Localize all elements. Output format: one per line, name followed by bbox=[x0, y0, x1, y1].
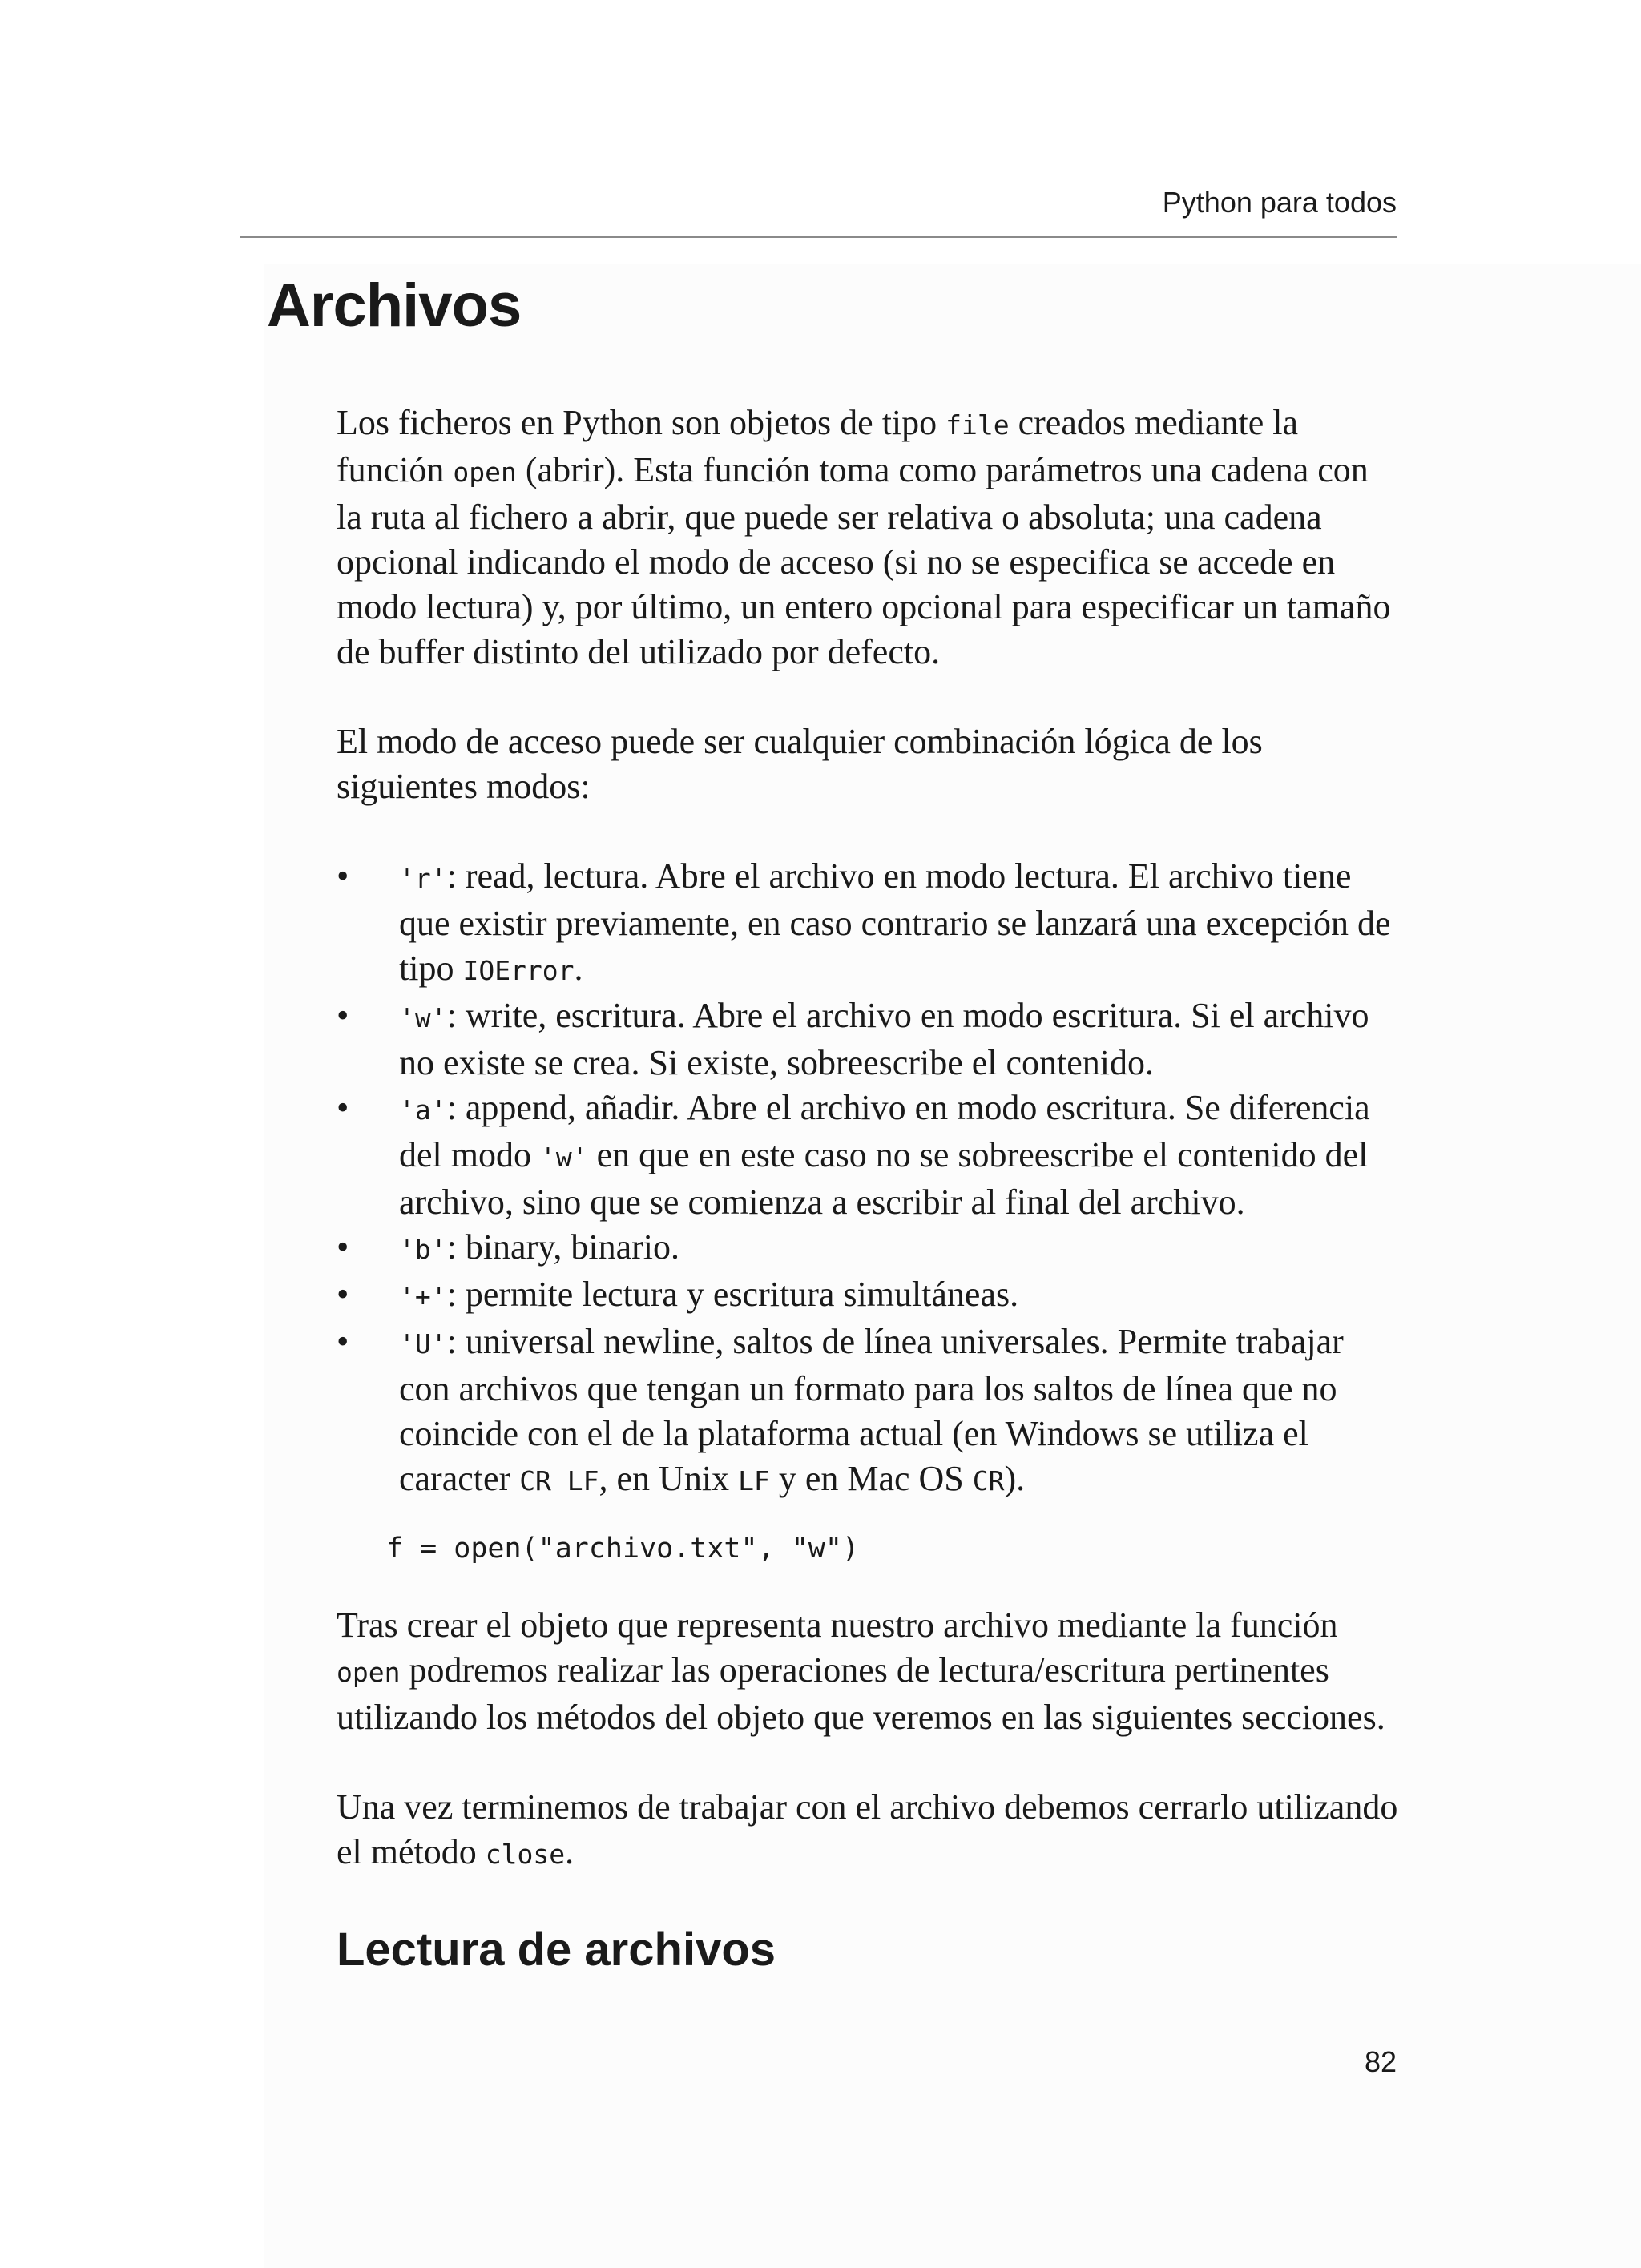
mode-code: 'w' bbox=[399, 1002, 447, 1033]
inline-code: IOError bbox=[462, 955, 575, 986]
text-span: Los ficheros en Python son objetos de tipo bbox=[337, 403, 946, 442]
running-header: Python para todos bbox=[1162, 186, 1397, 219]
inline-code: open bbox=[337, 1657, 401, 1688]
page-number: 82 bbox=[1364, 2045, 1397, 2078]
inline-code: file bbox=[945, 409, 1010, 441]
inline-code: 'w' bbox=[539, 1142, 588, 1173]
list-item-mode-u bbox=[337, 1319, 1402, 1504]
text-span: y en Mac OS bbox=[769, 1459, 973, 1498]
bullet-icon: • bbox=[337, 856, 349, 896]
text-span: : universal newline, saltos de línea universales. Permite trabajar con archivos que tengan un formato para los saltos de línea que no coincide con el de la plataforma actual (en Windows se utiliza el caracter bbox=[399, 1322, 1344, 1498]
mode-code: 'U' bbox=[399, 1328, 447, 1360]
bullet-icon: • bbox=[337, 1227, 349, 1267]
text-span: : append, añadir. Abre el archivo en modo escritura. Se diferencia del modo bbox=[399, 1088, 1370, 1174]
text-span: (abrir). Esta función toma como parámetros una cadena con la ruta al fichero a abrir, que puede ser relativa o absoluta; una cadena opcional indicando el modo de acceso (si no se especifica se accede en modo lectura) y, por último, un entero opcional para especificar un tamaño de buffer distinto del utilizado por defecto. bbox=[337, 450, 1391, 671]
access-mode-list bbox=[337, 854, 1402, 1504]
bullet-icon: • bbox=[337, 1088, 349, 1127]
mode-code: 'a' bbox=[399, 1094, 447, 1126]
chapter-title: Archivos bbox=[267, 272, 522, 340]
paragraph-intro bbox=[337, 401, 1402, 675]
text-span: en que en este caso no se sobreescribe el contenido del archivo, sino que se comienza a escribir al final del archivo. bbox=[399, 1135, 1369, 1222]
inline-code: LF bbox=[738, 1465, 770, 1497]
text-span: . bbox=[574, 949, 583, 988]
bullet-icon: • bbox=[337, 1322, 349, 1361]
text-span: , en Unix bbox=[599, 1459, 739, 1498]
mode-code: 'r' bbox=[399, 863, 447, 894]
list-item-mode-plus bbox=[337, 1272, 1402, 1319]
list-item-mode-a bbox=[337, 1086, 1402, 1225]
text-span: : permite lectura y escritura simultáneas. bbox=[446, 1275, 1019, 1314]
bullet-icon: • bbox=[337, 1275, 349, 1314]
text-span: : binary, binario. bbox=[446, 1227, 680, 1267]
section-heading: Lectura de archivos bbox=[337, 1924, 776, 1976]
mode-code: 'b' bbox=[399, 1234, 447, 1265]
text-span: : write, escritura. Abre el archivo en modo escritura. Si el archivo no existe se crea. Si existe, sobreescribe el contenido. bbox=[399, 996, 1369, 1082]
main-content bbox=[337, 401, 1402, 1978]
text-span: ). bbox=[1004, 1459, 1026, 1498]
paragraph-close bbox=[337, 1785, 1402, 1877]
text-span: creados mediante la función bbox=[337, 403, 1299, 489]
inline-code: open bbox=[453, 457, 517, 488]
text-span: Tras crear el objeto que representa nuestro archivo mediante la función bbox=[337, 1605, 1338, 1645]
inline-code: CR bbox=[972, 1465, 1005, 1497]
list-item-mode-w bbox=[337, 993, 1402, 1086]
mode-code: '+' bbox=[399, 1281, 447, 1312]
text-span: : read, lectura. Abre el archivo en modo lectura. El archivo tiene que existir previamente, en caso contrario se lanzará una excepción de tipo bbox=[399, 856, 1391, 988]
bullet-icon: • bbox=[337, 996, 349, 1035]
text-span: . bbox=[565, 1832, 575, 1871]
list-item-mode-b bbox=[337, 1225, 1402, 1272]
code-example: f = open("archivo.txt", "w") bbox=[386, 1533, 860, 1565]
paragraph-access-modes: El modo de acceso puede ser cualquier combinación lógica de los siguientes modos: bbox=[337, 722, 1263, 806]
header-rule bbox=[240, 236, 1397, 238]
inline-code: close bbox=[485, 1839, 566, 1870]
list-item-mode-r bbox=[337, 854, 1402, 993]
paragraph-after-open bbox=[337, 1603, 1402, 1740]
text-span: podremos realizar las operaciones de lectura/escritura pertinentes utilizando los métodos del objeto que veremos en las siguientes secciones. bbox=[337, 1650, 1385, 1737]
inline-code: CR LF bbox=[519, 1465, 599, 1497]
text-span: Una vez terminemos de trabajar con el archivo debemos cerrarlo utilizando el método bbox=[337, 1787, 1398, 1871]
